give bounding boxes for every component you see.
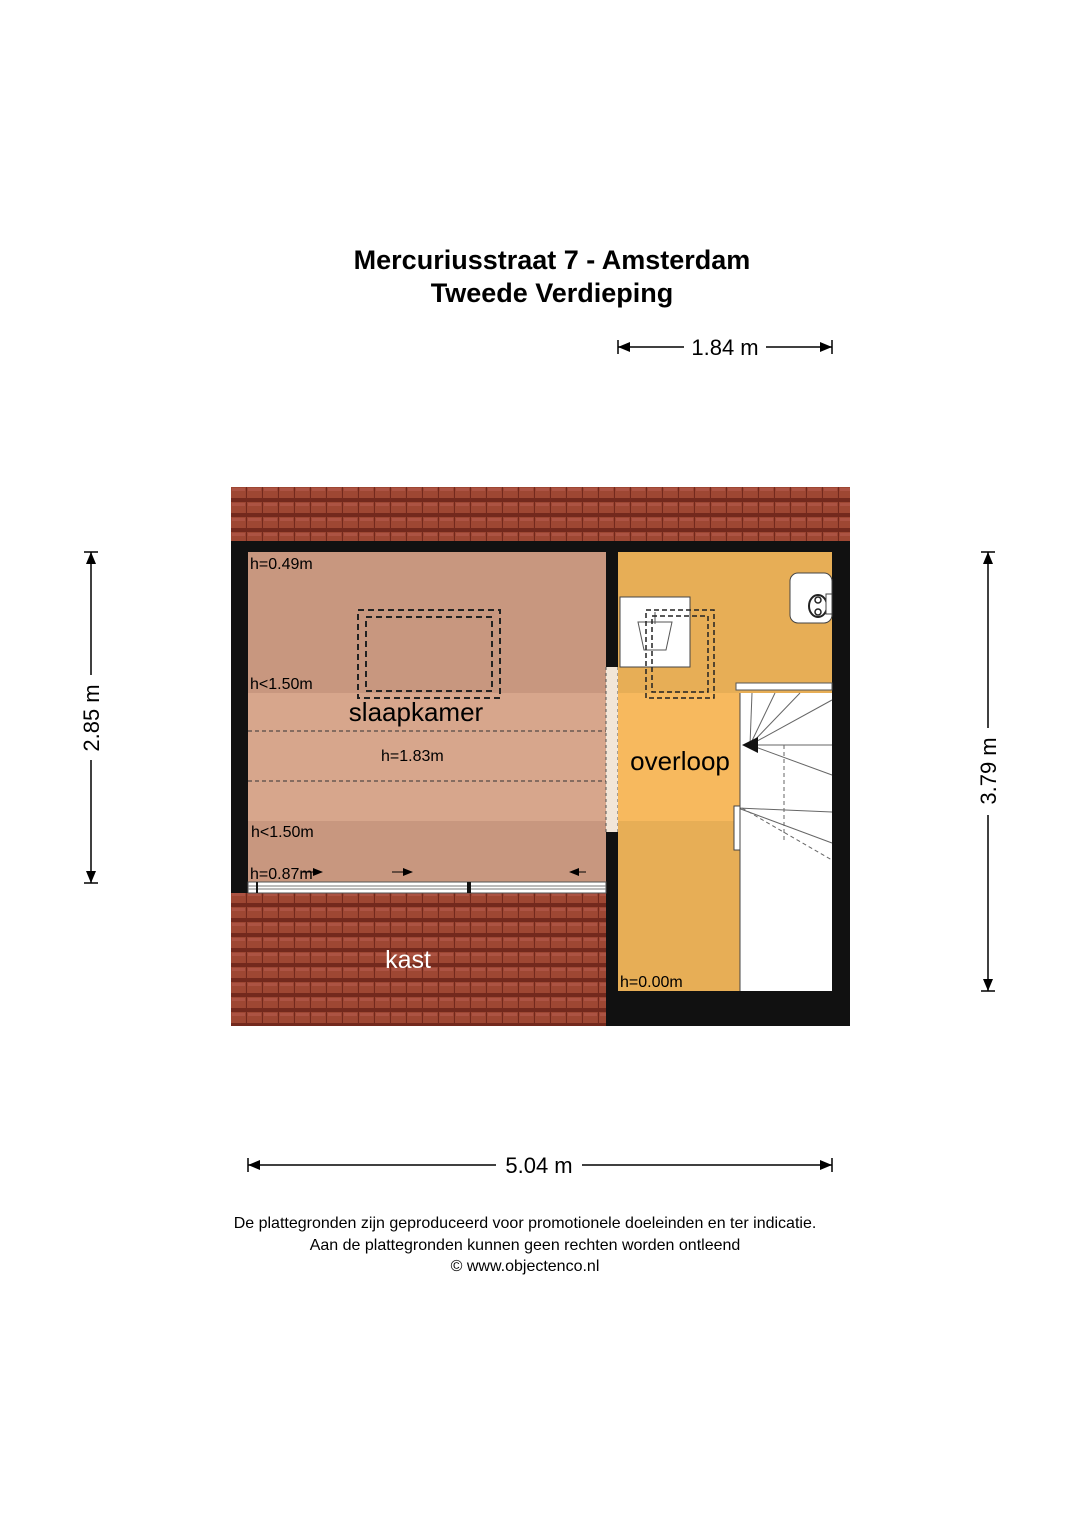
floorplan-title: Mercuriusstraat 7 - Amsterdam [353,245,751,275]
disclaimer-line-2: Aan de plattegronden kunnen geen rechten worden ontleend [309,1237,741,1254]
dimension-right-label: 3.79 m [976,737,1001,805]
disclaimer-line-1: De plattegronden zijn geproduceerd voor promotionele doeleinden en ter indicatie. [233,1215,817,1232]
roof-tiles-top [231,487,850,541]
height-label-upper-slope: h<1.50m [250,676,313,693]
height-label-lower-slope: h<1.50m [251,824,314,841]
staircase [734,683,832,991]
height-label-bottom-left: h=0.87m [250,866,313,883]
boiler-unit [790,573,832,623]
room-label-landing: overloop [630,746,730,776]
height-label-landing-bottom: h=0.00m [620,974,683,991]
disclaimer-line-3: © www.objectenco.nl [450,1258,600,1275]
dimension-bottom-label: 5.04 m [505,1153,573,1178]
floor-name: Tweede Verdieping [430,278,674,308]
height-label-center: h=1.83m [381,748,444,765]
room-label-bedroom: slaapkamer [348,697,484,727]
doorway [606,667,618,832]
height-label-top-left: h=0.49m [250,556,313,573]
room-label-closet: kast [385,946,431,974]
dimension-top-label: 1.84 m [691,335,759,360]
dimension-left-label: 2.85 m [79,684,104,752]
